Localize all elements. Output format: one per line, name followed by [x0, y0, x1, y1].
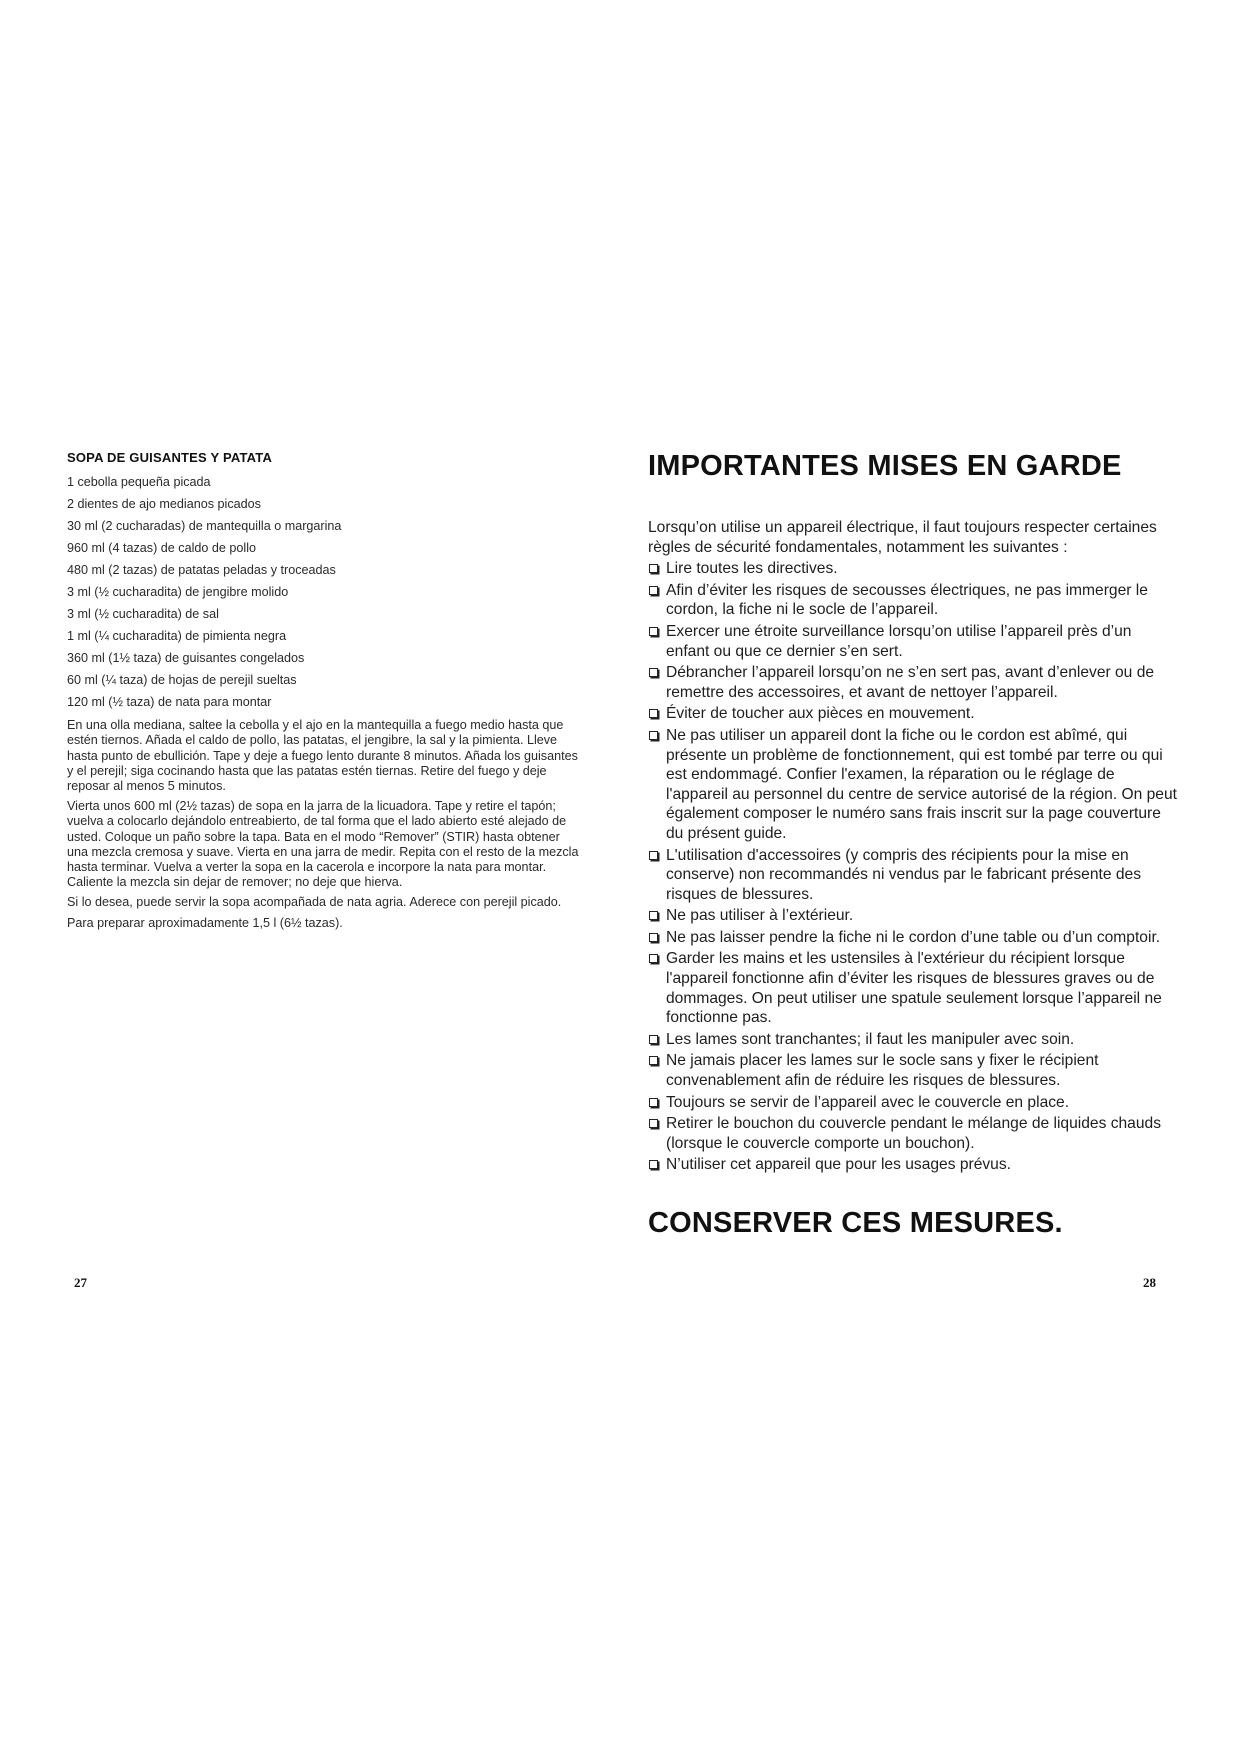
checkbox-icon	[649, 1035, 658, 1044]
safety-item	[648, 559, 1178, 579]
checkbox-icon	[649, 586, 658, 595]
ingredient-item: 480 ml (2 tazas) de patatas peladas y troceadas	[67, 563, 336, 578]
closing-heading: CONSERVER CES MESURES.	[648, 1207, 1063, 1239]
instructions-paragraph: Vierta unos 600 ml (2½ tazas) de sopa en la jarra de la licuadora. Tape y retire el tapón; vuelva a colocarlo dejándolo entreabierto, de tal forma que el lado abierto esté alejado de usted. Coloque un paño sobre la tapa. Bata en el modo “Remover” (STIR) hasta obtener una mezcla cremosa y suave. Vierta en una jarra de medir. Repita con el resto de la mezcla hasta terminar. Vuelva a verter la sopa en la cacerola e incorpore la nata para montar. Caliente la mezcla sin dejar de remover; no deje que hierva.	[67, 799, 579, 890]
checkbox-icon	[649, 1056, 658, 1065]
safety-item	[648, 726, 1178, 844]
checkbox-icon	[649, 731, 658, 740]
checkbox-icon	[649, 564, 658, 573]
page-number-right: 28	[1143, 1275, 1156, 1290]
checkbox-icon	[649, 627, 658, 636]
safety-item-text: Retirer le bouchon du couvercle pendant le mélange de liquides chauds (lorsque le couvercle comporte un bouchon).	[666, 1115, 1161, 1152]
ingredient-item: 120 ml (½ taza) de nata para montar	[67, 695, 272, 710]
checkbox-icon	[649, 851, 658, 860]
yield-note: Para preparar aproximadamente 1,5 l (6½ tazas).	[67, 915, 343, 930]
checkbox-icon	[649, 1119, 658, 1128]
safety-item	[648, 906, 1178, 926]
ingredient-item: 30 ml (2 cucharadas) de mantequilla o margarina	[67, 519, 342, 534]
safety-item	[648, 663, 1178, 702]
ingredient-item: 360 ml (1½ taza) de guisantes congelados	[67, 651, 305, 666]
serving-suggestion: Si lo desea, puede servir la sopa acompañada de nata agria. Aderece con perejil picado.	[67, 895, 562, 910]
checkbox-icon	[649, 709, 658, 718]
ingredient-item: 3 ml (½ cucharadita) de sal	[67, 607, 219, 622]
safety-item	[648, 1051, 1178, 1090]
ingredient-list	[67, 471, 582, 713]
safety-item-text: Ne pas utiliser à l’extérieur.	[666, 907, 854, 925]
safety-item-text: Ne pas laisser pendre la fiche ni le cordon d’une table ou d’un comptoir.	[666, 928, 1161, 946]
instructions-paragraph: En una olla mediana, saltee la cebolla y el ajo en la mantequilla a fuego medio hasta que estén tiernos. Añada el caldo de pollo, las patatas, el jengibre, la sal y la pimienta. Lleve hasta punto de ebullición. Tape y deje a fuego lento durante 8 minutos. Añada los guisantes y el perejil; siga cocinando hasta que las patatas estén tiernas. Retire del fuego y deje reposar al menos 5 minutos.	[67, 718, 578, 794]
safety-item	[648, 622, 1178, 661]
ingredient-item: 1 cebolla pequeña picada	[67, 475, 211, 490]
recipe-title: SOPA DE GUISANTES Y PATATA	[67, 450, 273, 465]
checkbox-icon	[649, 1160, 658, 1169]
safety-intro: Lorsqu’on utilise un appareil électrique, il faut toujours respecter certaines règles de sécurité fondamentales, notamment les suivantes :	[648, 519, 1157, 556]
page-number-left: 27	[74, 1275, 87, 1290]
safety-item-text: N’utiliser cet appareil que pour les usages prévus.	[666, 1156, 1011, 1174]
safety-item	[648, 1155, 1178, 1175]
safety-item-text: Afin d’éviter les risques de secousses électriques, ne pas immerger le cordon, la fiche ni le socle de l’appareil.	[666, 581, 1148, 619]
safety-item	[648, 1114, 1178, 1153]
checkbox-icon	[649, 1098, 658, 1107]
safety-item-text: Ne pas utiliser un appareil dont la fiche ou le cordon est abîmé, qui présente un problème de fonctionnement, qui est tombé par terre ou qui est endommagé. Confier l'examen, la réparation ou le réglage de l'appareil au personnel du centre de service autorisé de la région. On peut également composer le numéro sans frais inscrit sur la page couverture du présent guide.	[666, 726, 1177, 842]
checkbox-icon	[649, 668, 658, 677]
safety-item	[648, 928, 1178, 948]
safety-item-text: Éviter de toucher aux pièces en mouvement.	[666, 705, 975, 723]
safety-item	[648, 1030, 1178, 1050]
ingredient-item: 60 ml (¼ taza) de hojas de perejil sueltas	[67, 673, 297, 688]
safety-item-text: L'utilisation d'accessoires (y compris des récipients pour la mise en conserve) non recommandés ni vendus par le fabricant présente des risques de blessures.	[666, 846, 1142, 903]
safety-item	[648, 704, 1178, 724]
safety-heading: IMPORTANTES MISES EN GARDE	[648, 450, 1122, 482]
checkbox-icon	[649, 911, 658, 920]
safety-item	[648, 1093, 1178, 1113]
ingredient-item: 1 ml (¼ cucharadita) de pimienta negra	[67, 629, 287, 644]
ingredient-item: 960 ml (4 tazas) de caldo de pollo	[67, 541, 257, 556]
safety-item	[648, 846, 1178, 905]
ingredient-item: 2 dientes de ajo medianos picados	[67, 497, 261, 512]
checkbox-icon	[649, 933, 658, 942]
checkbox-icon	[649, 954, 658, 963]
safety-item-text: Les lames sont tranchantes; il faut les manipuler avec soin.	[666, 1030, 1075, 1048]
safety-item-text: Débrancher l’appareil lorsqu’on ne s’en sert pas, avant d’enlever ou de remettre des accessoires, et avant de nettoyer l’appareil.	[666, 664, 1155, 701]
safety-list	[648, 559, 1178, 1175]
safety-item	[648, 949, 1178, 1027]
safety-item	[648, 581, 1178, 620]
safety-item-text: Ne jamais placer les lames sur le socle sans y fixer le récipient convenablement afin de réduire les risques de blessures.	[666, 1052, 1099, 1090]
safety-item-text: Toujours se servir de l’appareil avec le couvercle en place.	[666, 1093, 1070, 1111]
safety-item-text: Garder les mains et les ustensiles à l'extérieur du récipient lorsque l'appareil fonctionne afin d’éviter les risques de blessures graves ou de dommages. On peut utiliser une spatule seulement lorsque l’appareil ne fonctionne pas.	[666, 950, 1162, 1027]
safety-item-text: Lire toutes les directives.	[666, 560, 838, 578]
left-page	[67, 450, 582, 931]
right-page	[648, 448, 1178, 1241]
safety-item-text: Exercer une étroite surveillance lorsqu’on utilise l’appareil près d’un enfant ou que ce dernier s’en sert.	[666, 622, 1132, 660]
ingredient-item: 3 ml (½ cucharadita) de jengibre molido	[67, 585, 289, 600]
